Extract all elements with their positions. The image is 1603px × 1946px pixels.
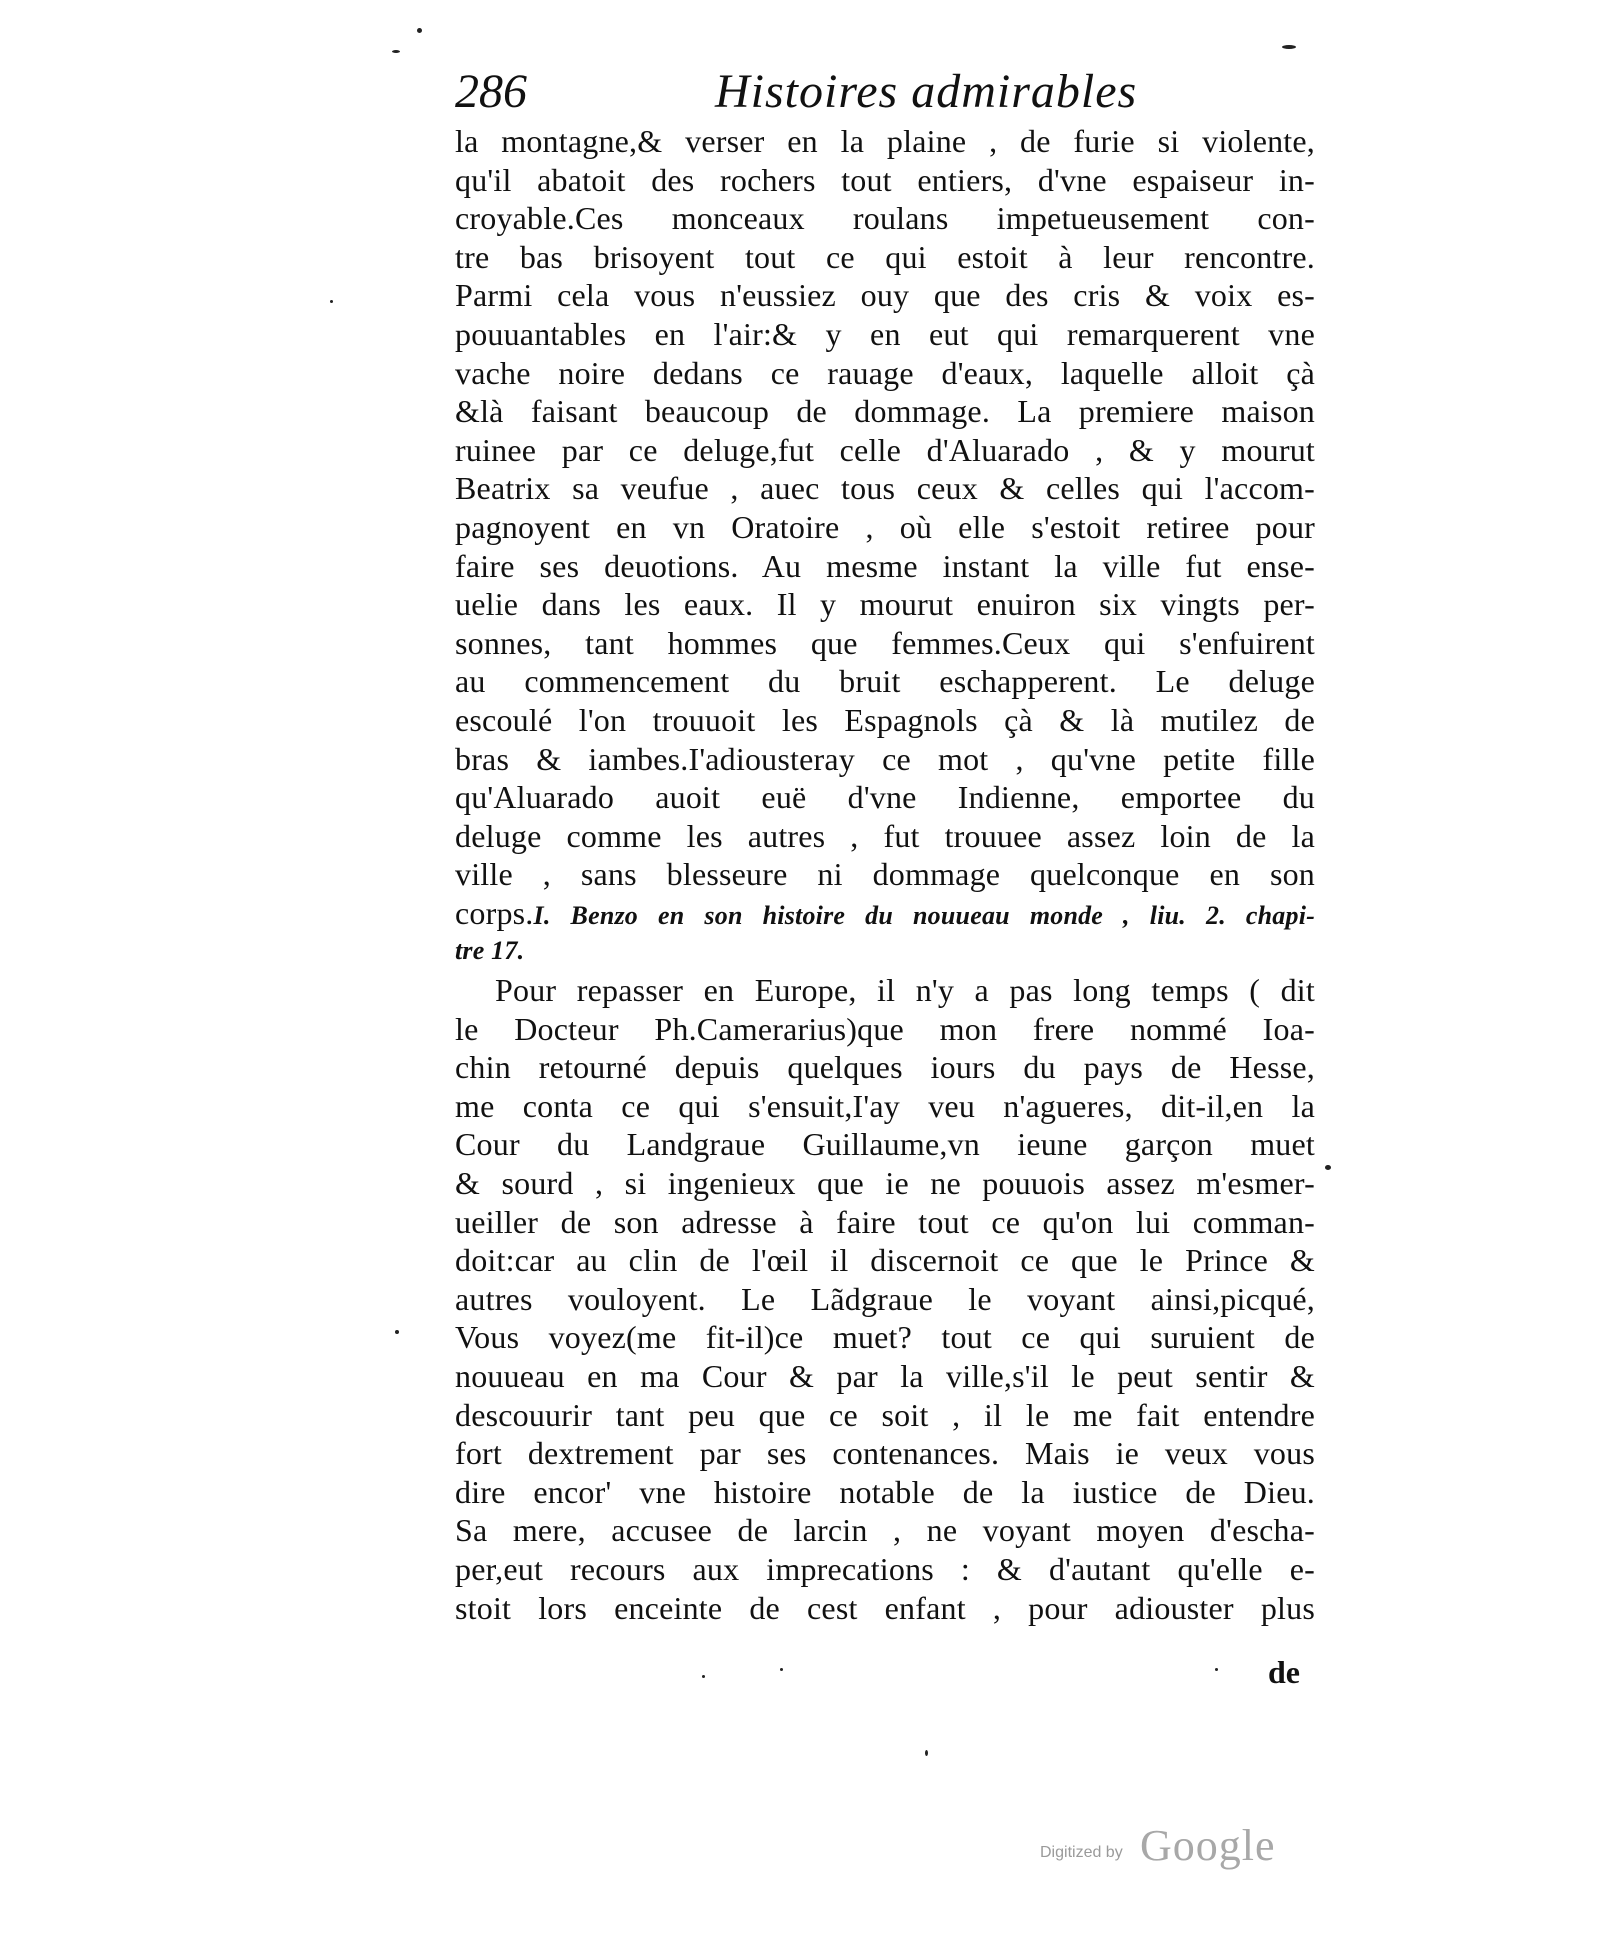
catchword: de bbox=[1268, 1654, 1300, 1690]
text-line: uelie dans les eaux. Il y mourut enuiron six vingts per- bbox=[455, 586, 1315, 623]
scan-speck bbox=[417, 28, 422, 33]
text-line: descouurir tant peu que ce soit , il le me fait entendre bbox=[455, 1396, 1315, 1433]
text-line: stoit lors enceinte de cest enfant , pour adiouster plus bbox=[455, 1589, 1315, 1626]
text-line: au commencement du bruit eschapperent. Le deluge bbox=[455, 663, 1315, 700]
text-line: & sourd , si ingenieux que ie ne pouuois assez m'esmer- bbox=[455, 1165, 1315, 1202]
text-line: ville , sans blesseure ni dommage quelconque en son bbox=[455, 856, 1315, 893]
text-line: Cour du Landgraue Guillaume,vn ieune garçon muet bbox=[455, 1126, 1315, 1163]
text-line: Pour repasser en Europe, il n'y a pas long temps ( dit bbox=[495, 972, 1315, 1009]
text-line: me conta ce qui s'ensuit,I'ay veu n'agueres, dit-il,en la bbox=[455, 1087, 1315, 1124]
citation-reference: I. Benzo en son histoire du nouueau monde , liu. 2. chapi- bbox=[533, 900, 1315, 930]
text-line: dire encor' vne histoire notable de la iustice de Dieu. bbox=[455, 1473, 1315, 1510]
citation-end: tre 17. bbox=[455, 936, 525, 966]
text-line: bras & iambes.I'adiousteray ce mot , qu'vne petite fille bbox=[455, 740, 1315, 777]
text-line: doit:car au clin de l'œil il discernoit ce que le Prince & bbox=[455, 1242, 1315, 1279]
text-line: sonnes, tant hommes que femmes.Ceux qui s'enfuirent bbox=[455, 624, 1315, 661]
text-line: qu'il abatoit des rochers tout entiers, d'vne espaiseur in- bbox=[455, 161, 1315, 198]
scan-speck bbox=[392, 50, 400, 53]
text-line: autres vouloyent. Le Lãdgraue le voyant ainsi,picqué, bbox=[455, 1280, 1315, 1317]
google-logo: Google bbox=[1140, 1821, 1276, 1870]
text-line: Parmi cela vous n'eussiez ouy que des cris & voix es- bbox=[455, 277, 1315, 314]
watermark-caption: Digitized by bbox=[1040, 1844, 1123, 1861]
text-line: ueiller de son adresse à faire tout ce qu'on lui comman- bbox=[455, 1203, 1315, 1240]
text-line: la montagne,& verser en la plaine , de furie si violente, bbox=[455, 123, 1315, 159]
citation-lead: corps. bbox=[455, 894, 534, 931]
running-title: Histoires admirables bbox=[715, 65, 1138, 118]
text-line: tre bas brisoyent tout ce qui estoit à leur rencontre. bbox=[455, 238, 1315, 275]
scan-speck bbox=[925, 1750, 928, 1756]
text-line: faire ses deuotions. Au mesme instant la ville fut ense- bbox=[455, 547, 1315, 584]
text-line: &là faisant beaucoup de dommage. La premiere maison bbox=[455, 393, 1315, 430]
scan-speck bbox=[702, 1675, 705, 1678]
scan-speck bbox=[395, 1330, 399, 1334]
text-line: croyable.Ces monceaux roulans impetueusement con- bbox=[455, 200, 1315, 237]
digitized-watermark bbox=[1040, 1820, 1300, 1870]
text-line: Vous voyez(me fit-il)ce muet? tout ce qui suruient de bbox=[455, 1319, 1315, 1356]
page-number: 286 bbox=[455, 65, 527, 118]
citation-line bbox=[455, 894, 1315, 933]
text-line: per,eut recours aux imprecations : & d'autant qu'elle e- bbox=[455, 1550, 1315, 1587]
text-line: deluge comme les autres , fut trouuee assez loin de la bbox=[455, 817, 1315, 854]
text-line: qu'Aluarado auoit euë d'vne Indienne, emportee du bbox=[455, 779, 1315, 816]
text-line: vache noire dedans ce rauage d'eaux, laquelle alloit çà bbox=[455, 354, 1315, 391]
scan-speck bbox=[780, 1668, 783, 1671]
body-text bbox=[455, 122, 1315, 1627]
text-line: pagnoyent en vn Oratoire , où elle s'estoit retiree pour bbox=[455, 508, 1315, 545]
text-line: nouueau en ma Cour & par la ville,s'il le peut sentir & bbox=[455, 1358, 1315, 1394]
scan-speck bbox=[1282, 45, 1296, 49]
text-line: le Docteur Ph.Camerarius)que mon frere nommé Ioa- bbox=[455, 1010, 1315, 1047]
text-line: pouuantables en l'air:& y en eut qui remarquerent vne bbox=[455, 315, 1315, 352]
text-line: ruinee par ce deluge,fut celle d'Aluarado , & y mourut bbox=[455, 431, 1315, 468]
text-line: Sa mere, accusee de larcin , ne voyant moyen d'escha- bbox=[455, 1512, 1315, 1549]
text-line: escoulé l'on trouuoit les Espagnols çà & là mutilez de bbox=[455, 701, 1315, 738]
text-line: Beatrix sa veufue , auec tous ceux & celles qui l'accom- bbox=[455, 470, 1315, 507]
text-line: chin retourné depuis quelques iours du pays de Hesse, bbox=[455, 1049, 1315, 1086]
scan-speck bbox=[330, 300, 333, 303]
scan-speck bbox=[1325, 1165, 1331, 1170]
scan-speck bbox=[1215, 1668, 1218, 1671]
text-line: fort dextrement par ses contenances. Mais ie veux vous bbox=[455, 1435, 1315, 1472]
page-header bbox=[455, 62, 1315, 122]
